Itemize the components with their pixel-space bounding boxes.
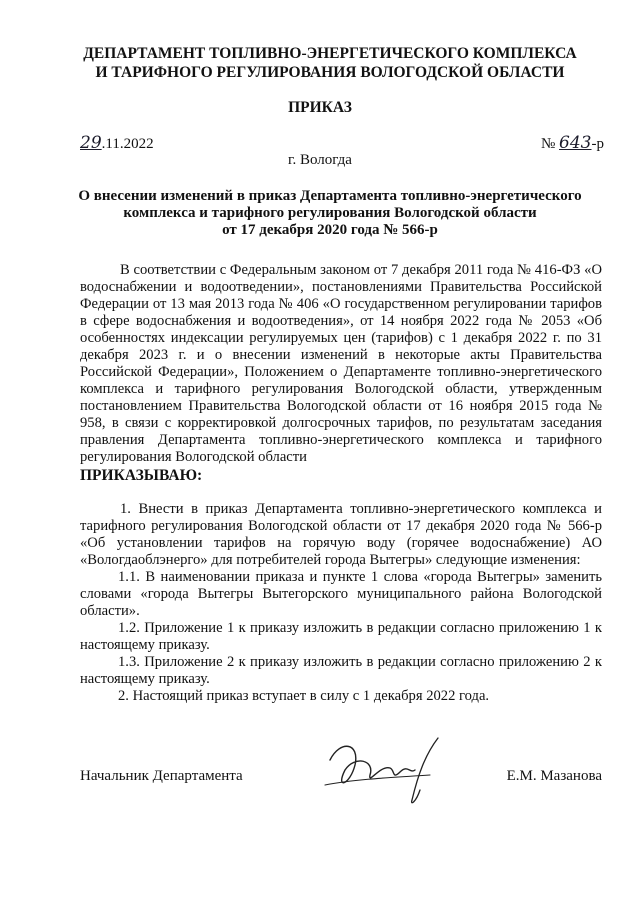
preamble-paragraph: В соответствии с Федеральным законом от 7 декабря 2011 года № 416-ФЗ «О водоснабжении и водоотведении», постановлениями Правительства Российской Федерации от 13 мая 2013 года № 406 «О государственном регулировании тарифов в сфере водоснабжения и водоотведения», от 14 ноября 2022 года № 2053 «Об особенностях индексации регулируемых цен (тарифов) с 1 декабря 2022 г. по 31 декабря 2023 г. и о внесении изменений в некоторые акты Правительства Российской Федерации», Положением о Департаменте топливно-энергетического комплекса и тарифного регулирования Вологодской области, утвержденным постановлением Правительства Вологодской области от 16 ноября 2015 года № 958, в связи с корректировкой долгосрочных тарифов, по результатам заседания правления Департамента топливно-энергетического комплекса и тарифного регулирования Вологодской области [80,262,602,465]
item-1: 1. Внести в приказ Департамента топливно-энергетического комплекса и тарифного регулирования Вологодской области от 17 декабря 2020 года № 566-р «Об установлении тарифов на горячую воду (горячее водоснабжение) АО «Вологдаоблэнерго» для потребителей города Вытегры» следующие изменения: [80,501,602,568]
order-title: ПРИКАЗ [288,99,352,116]
order-date [80,133,154,153]
handwritten-signature [320,730,450,810]
subject-line-3: от 17 декабря 2020 года № 566-р [222,222,438,238]
header-line-1: ДЕПАРТАМЕНТ ТОПЛИВНО-ЭНЕРГЕТИЧЕСКОГО КОМПЛЕКСА [83,45,577,62]
number-handwritten: 643 [559,133,592,153]
city: г. Вологда [288,152,352,168]
number-suffix: -р [591,136,604,152]
signer-position: Начальник Департамента [80,768,243,784]
date-rest: .11.2022 [101,136,154,152]
number-prefix: № [540,136,560,152]
subject-line-1: О внесении изменений в приказ Департамента топливно-энергетического [78,188,582,204]
subject-line-2: комплекса и тарифного регулирования Вологодской области [123,205,537,221]
header-line-2: И ТАРИФНОГО РЕГУЛИРОВАНИЯ ВОЛОГОДСКОЙ ОБЛАСТИ [95,64,565,81]
item-1-3: 1.3. Приложение 2 к приказу изложить в редакции согласно приложению 2 к настоящему приказу. [80,654,602,687]
item-2: 2. Настоящий приказ вступает в силу с 1 декабря 2022 года. [118,688,490,704]
order-subject [70,188,590,239]
order-number [541,133,604,153]
order-body [80,262,602,705]
item-1-1: 1.1. В наименовании приказа и пункте 1 слова «города Вытегры» заменить словами «города Вытегры Вытегорского муниципального района Вологодской области». [80,569,602,619]
item-1-2: 1.2. Приложение 1 к приказу изложить в редакции согласно приложению 1 к настоящему приказу. [80,620,602,653]
date-day-handwritten: 29 [80,133,102,153]
department-header [60,44,600,82]
signer-name: Е.М. Мазанова [506,768,602,784]
orders-word: ПРИКАЗЫВАЮ: [80,467,203,484]
